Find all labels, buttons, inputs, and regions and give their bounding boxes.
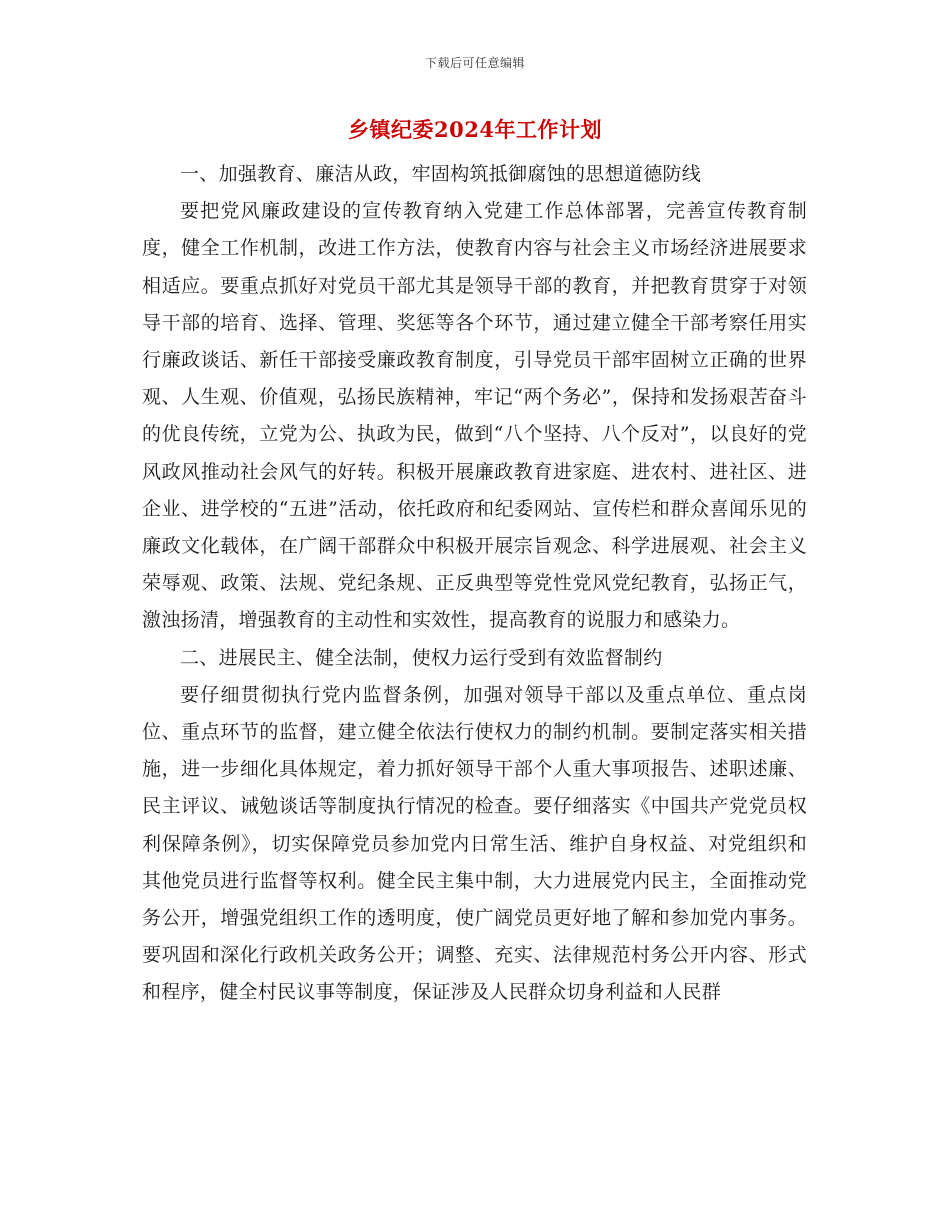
body-paragraph-1: 要把党风廉政建设的宣传教育纳入党建工作总体部署，完善宣传教育制度，健全工作机制，改进工作方法，使教育内容与社会主义市场经济进展要求相适应。要重点抓好对党员干部尤其是领导干部的教育，并把教育贯穿于对领导干部的培育、选择、管理、奖惩等各个环节，通过建立健全干部考察任用实行廉政谈话、新任干部接受廉政教育制度，引导党员干部牢固树立正确的世界观、人生观、价值观，弘扬民族精神，牢记“两个务必”，保持和发扬艰苦奋斗的优良传统，立党为公、执政为民，做到“八个坚持、八个反对”，以良好的党风政风推动社会风气的好转。积极开展廉政教育进家庭、进农村、进社区、进企业、进学校的“五进”活动，依托政府和纪委网站、宣传栏和群众喜闻乐见的廉政文化载体，在广阔干部群众中积极开展宗旨观念、科学进展观、社会主义荣辱观、政策、法规、党纪条规、正反典型等党性党风党纪教育，弘扬正气，激浊扬清，增强教育的主动性和实效性，提高教育的说服力和感染力。	[142, 200, 807, 632]
body-paragraph-2: 要仔细贯彻执行党内监督条例，加强对领导干部以及重点单位、重点岗位、重点环节的监督，建立健全依法行使权力的制约机制。要制定落实相关措施，进一步细化具体规定，着力抓好领导干部个人重大事项报告、述职述廉、民主评议、诫勉谈话等制度执行情况的检查。要仔细落实《中国共产党党员权利保障条例》，切实保障党员参加党内日常生活、维护自身权益、对党组织和其他党员进行监督等权利。健全民主集中制，大力进展党内民主，全面推动党务公开，增强党组织工作的透明度，使广阔党员更好地了解和参加党内事务。要巩固和深化行政机关政务公开；调整、充实、法律规范村务公开内容、形式和程序，健全村民议事等制度，保证涉及人民群众切身利益和人民群	[142, 683, 807, 1004]
section-heading-1: 一、加强教育、廉洁从政，牢固构筑抵御腐蚀的思想道德防线	[180, 163, 702, 185]
document-title: 乡镇纪委2024年工作计划	[348, 117, 602, 142]
section-heading-2: 二、进展民主、健全法制，使权力运行受到有效监督制约	[180, 646, 663, 669]
document-body	[142, 156, 807, 1012]
page-header-note: 下载后可任意编辑	[424, 56, 525, 70]
